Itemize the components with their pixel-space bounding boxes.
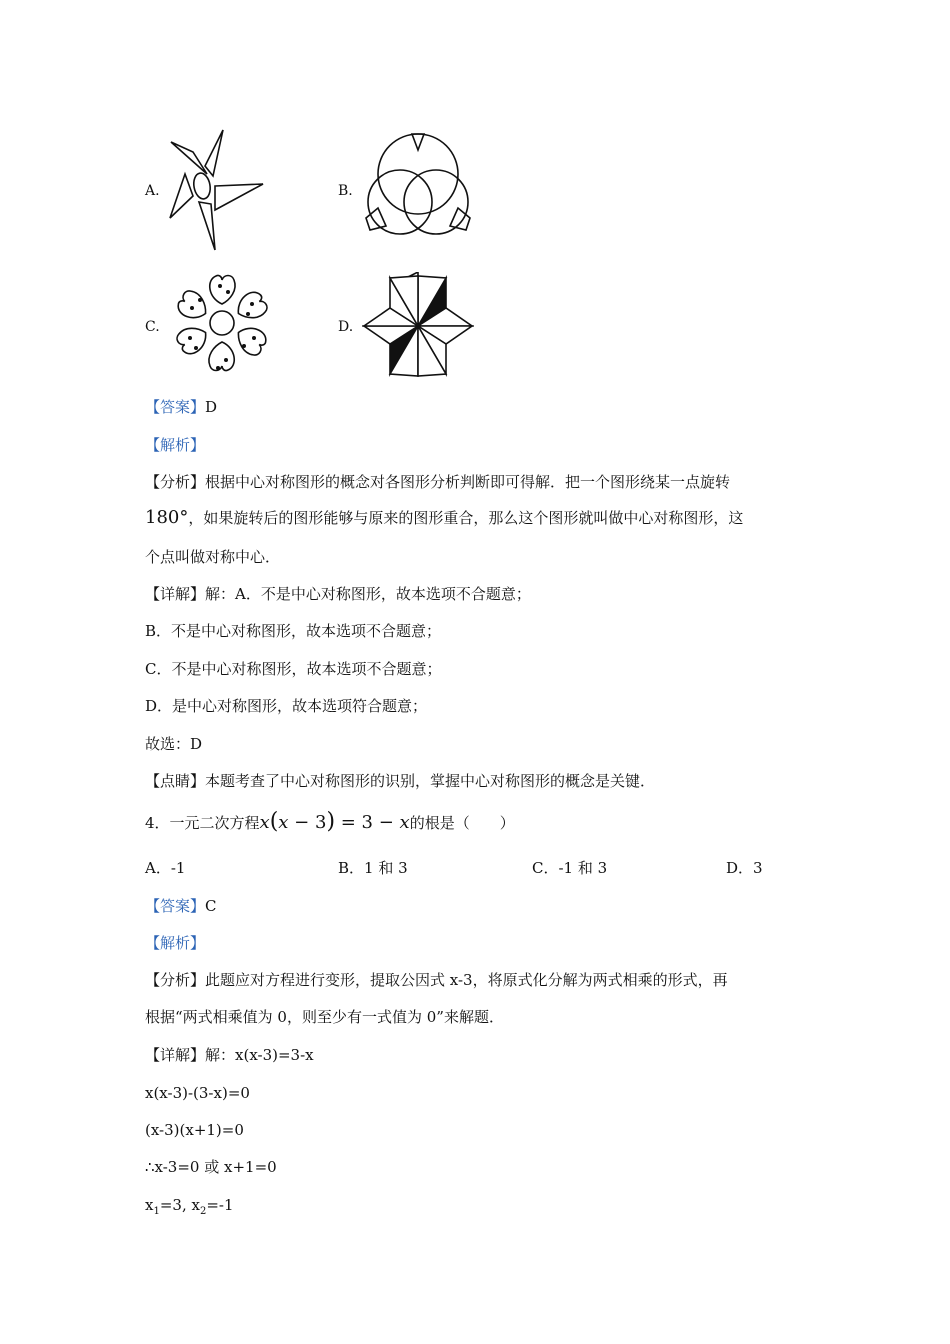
q4-step-3: (x-3)(x+1)=0 [145,1121,244,1139]
q4-answer-tag: 【答案】 [145,897,206,915]
q4-question-suffix: 的根是（ ） [409,814,515,832]
q4-option-d[interactable]: D．3 [726,859,763,877]
q4-fenxi-tag: 【分析】 [145,971,206,989]
q3-fenxi-text-1: 根据中心对称图形的概念对各图形分析判断即可得解．把一个图形绕某一点旋转 [205,473,731,491]
q3-fenxi-line-2 [145,508,743,528]
q4-step-2: x(x-3)-(3-x)=0 [145,1084,250,1102]
q4-step-5-sub1: 1 [153,1206,160,1217]
q3-dianjing-line [145,771,655,791]
q3-xiangjie-text-1: 解：A．不是中心对称图形，故本选项不合题意； [205,585,531,603]
figure-b-triquetra [360,130,476,244]
q3-fenxi-line-3: 个点叫做对称中心． [145,548,281,566]
q4-step-5-sub2: 2 [199,1206,207,1217]
figure-option-c-label: C. [145,319,160,335]
q3-xiangjie-line-4: D．是中心对称图形，故本选项符合题意； [145,697,428,715]
q3-xiangjie-line-1 [145,584,531,604]
figure-option-d-label: D. [338,319,354,335]
q4-question-prefix: 4．一元二次方程 [145,814,260,832]
q4-answer-line [145,896,217,916]
q4-equation [259,809,410,834]
q4-option-a[interactable]: A．-1 [145,859,186,877]
figure-c-hearts-ring [168,268,276,378]
q4-step-4: ∴x-3=0 或 x+1=0 [145,1158,277,1176]
q4-eq-close-paren: ) [326,809,336,834]
q3-answer-value: D [205,398,218,416]
q4-xiangjie-line [145,1045,314,1065]
q3-dianjing-tag: 【点睛】 [145,772,206,790]
q4-step-5-x1: x [145,1196,154,1214]
q3-answer-tag: 【答案】 [145,398,206,416]
q3-xiangjie-line-2: B．不是中心对称图形，故本选项不合题意； [145,622,442,640]
q3-fenxi-degree: 180° [145,507,189,528]
q3-answer-line [145,397,217,417]
q4-step-5-mid: =3, x [159,1196,200,1214]
q4-option-b[interactable]: B．1 和 3 [338,859,408,877]
q4-fenxi-line-1 [145,970,728,990]
q4-xiangjie-tag: 【详解】 [145,1046,206,1064]
q4-fenxi-text-1: 此题应对方程进行变形，提取公因式 x-3，将原式化分解为两式相乘的形式，再 [205,971,728,989]
q4-step-1: 解：x(x-3)=3-x [205,1046,314,1064]
q3-xiangjie-tag: 【详解】 [145,585,206,603]
q4-step-5-end: =-1 [206,1196,234,1214]
q4-answer-value: C [205,897,217,915]
q3-choose-line: 故选：D [145,735,203,753]
q4-eq-inner-x: x [278,812,289,833]
figure-a-pinwheel [165,126,269,254]
q3-xiangjie-line-3: C．不是中心对称图形，故本选项不合题意； [145,660,442,678]
q4-eq-open-paren: ( [269,809,279,834]
q4-question-line [145,809,515,834]
q4-eq-rhs-x: x [399,812,410,833]
q4-fenxi-line-2: 根据“两式相乘值为 0，则至少有一式值为 0”来解题． [145,1008,504,1026]
q4-step-5 [145,1195,234,1222]
figure-d-rhombus-star [362,272,474,380]
q3-dianjing-text: 本题考查了中心对称图形的识别，掌握中心对称图形的概念是关键． [205,772,656,790]
q3-fenxi-text-2: ，如果旋转后的图形能够与原来的图形重合，那么这个图形就叫做中心对称图形，这 [188,509,744,527]
q3-fenxi-line-1 [145,472,730,492]
q4-eq-rhs: = 3 − [335,812,400,833]
q3-fenxi-tag: 【分析】 [145,473,206,491]
q4-eq-inner: − 3 [288,812,327,833]
q4-eq-x: x [259,812,270,833]
figure-option-a-label: A. [145,183,160,199]
q4-analysis-tag: 【解析】 [145,934,206,952]
figure-option-b-label: B. [338,183,353,199]
q3-analysis-tag: 【解析】 [145,436,206,454]
q4-option-c[interactable]: C．-1 和 3 [532,859,608,877]
